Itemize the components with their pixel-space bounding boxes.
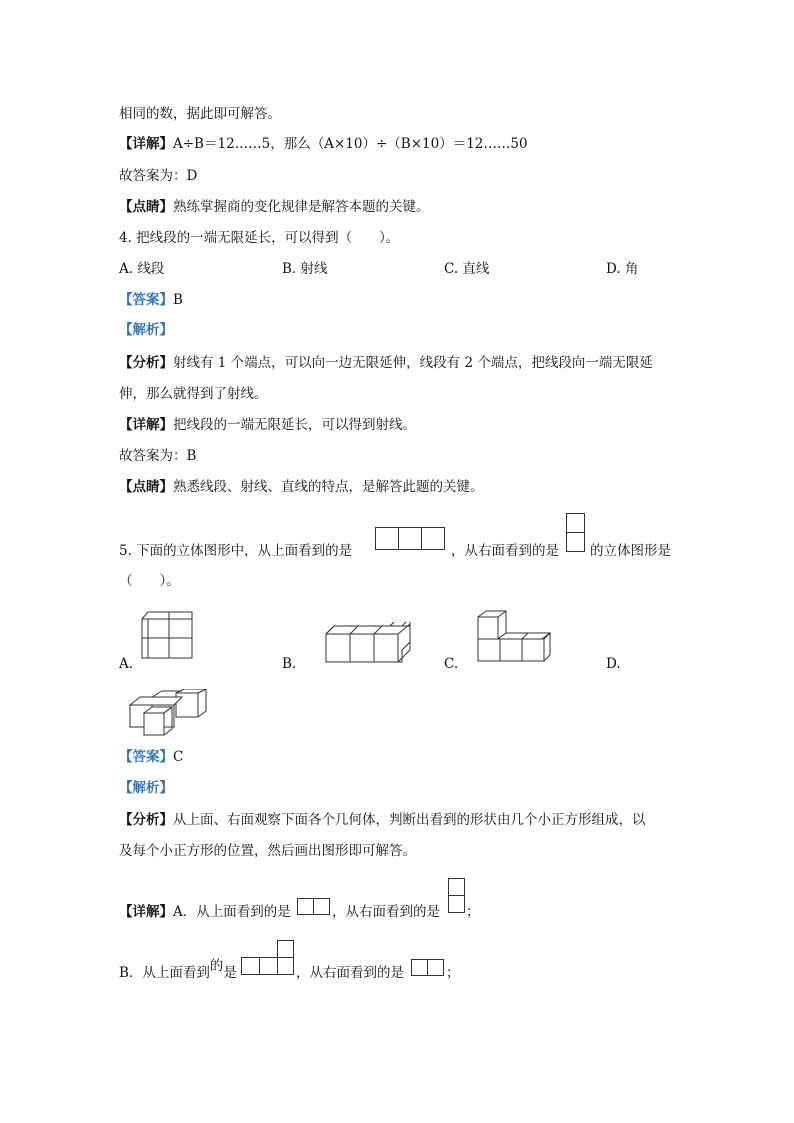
detail-line: [119, 134, 528, 154]
detail-a-right-view: [448, 878, 466, 914]
q4-fenxi-tag: 【分析】: [119, 355, 173, 371]
detail-text: A÷B＝12……5，那么（A×10）÷（B×10）＝12……50: [173, 136, 528, 152]
option-c-solid-figure: [474, 609, 554, 663]
q5-option-d-label: D.: [606, 656, 621, 672]
q4-option-d: D. 角: [606, 261, 639, 277]
q5-detail-a-end: ；: [466, 904, 480, 920]
q5-stem-a: 5. 下面的立体图形中，从上面看到的是: [119, 543, 353, 559]
q4-xiangjie-tag: 【详解】: [119, 417, 173, 433]
q4-dianjing-line: [119, 477, 484, 497]
q5-analysis-tag: 【解析】: [119, 780, 173, 796]
q4-dianjing-tag: 【点睛】: [119, 479, 173, 495]
q4-analysis-tag: 【解析】: [119, 322, 173, 338]
right-view-figure-two-stacked: [566, 513, 586, 553]
q4-answer: B: [173, 292, 183, 308]
q4-answer-line: [119, 290, 183, 310]
q5-fenxi-line2: 及每个小正方形的位置，然后画出图形即可解答。: [119, 843, 416, 859]
q5-fenxi-text1: 从上面、右面观察下面各个几何体，判断出看到的形状由几个小正方形组成，以: [173, 812, 646, 828]
detail-a-top-view: [297, 898, 331, 916]
q4-answer-tag: 【答案】: [119, 292, 173, 308]
q5-detail-b-de: 的: [209, 958, 224, 974]
q4-answer-statement: 故答案为：B: [119, 448, 197, 464]
q5-option-a-label: A.: [119, 656, 134, 672]
q4-option-b: B. 射线: [282, 261, 328, 277]
q5-stem-c: 的立体图形是: [590, 543, 671, 559]
q5-option-c-label: C.: [444, 656, 459, 672]
q5-detail-a: [119, 902, 291, 922]
q5-option-b-label: B.: [282, 656, 297, 672]
q4-dianjing-text: 熟悉线段、射线、直线的特点，是解答此题的关键。: [173, 479, 484, 495]
q5-detail-b-text1: B．从上面看到: [119, 965, 210, 981]
detail-b-top-view: [241, 940, 295, 976]
q5-detail-a-text1: A．从上面看到的是: [173, 904, 291, 920]
q5-fenxi-tag: 【分析】: [119, 812, 173, 828]
q4-option-a: A. 线段: [119, 261, 165, 277]
q5-stem-b: ，从右面看到的是: [451, 543, 559, 559]
q4-fenxi-text1: 射线有 1 个端点，可以向一边无限延伸，线段有 2 个端点，把线段向一端无限延: [173, 355, 653, 371]
q4-fenxi-line2: 伸，那么就得到了射线。: [119, 386, 268, 402]
q5-detail-b: [119, 958, 237, 983]
q4-xiangjie-text: 把线段的一端无限延长，可以得到射线。: [173, 417, 416, 433]
option-b-solid-figure: [324, 622, 414, 664]
q4-option-c: C. 直线: [444, 261, 490, 277]
option-a-solid-figure: [140, 611, 194, 663]
q4-fenxi-line1: [119, 353, 653, 373]
dianjing-line: [119, 197, 430, 217]
q5-detail-b-text3: ，从右面看到的是: [296, 965, 404, 981]
q5-xiangjie-tag: 【详解】: [119, 904, 173, 920]
q4-stem: 4. 把线段的一端无限延长，可以得到（ ）。: [119, 230, 400, 246]
top-view-figure-three-squares: [375, 527, 445, 551]
q5-detail-b-text2: 是: [223, 965, 237, 981]
q5-answer-line: [119, 747, 183, 767]
option-d-solid-figure: [126, 689, 210, 737]
detail-tag: 【详解】: [119, 136, 173, 152]
q5-detail-b-end: ；: [446, 965, 460, 981]
q5-stem-line2: （ ）。: [119, 573, 180, 589]
dianjing-tag: 【点睛】: [119, 199, 173, 215]
q4-xiangjie-line: [119, 415, 416, 435]
continuation-text: 相同的数，据此即可解答。: [119, 106, 281, 122]
q5-fenxi-line1: [119, 810, 646, 830]
dianjing-text: 熟练掌握商的变化规律是解答本题的关键。: [173, 199, 430, 215]
answer-line: 故答案为：D: [119, 168, 198, 184]
q5-detail-a-text2: ，从右面看到的是: [332, 904, 440, 920]
q5-answer: C: [173, 749, 184, 765]
detail-b-right-view: [411, 959, 445, 977]
q5-answer-tag: 【答案】: [119, 749, 173, 765]
